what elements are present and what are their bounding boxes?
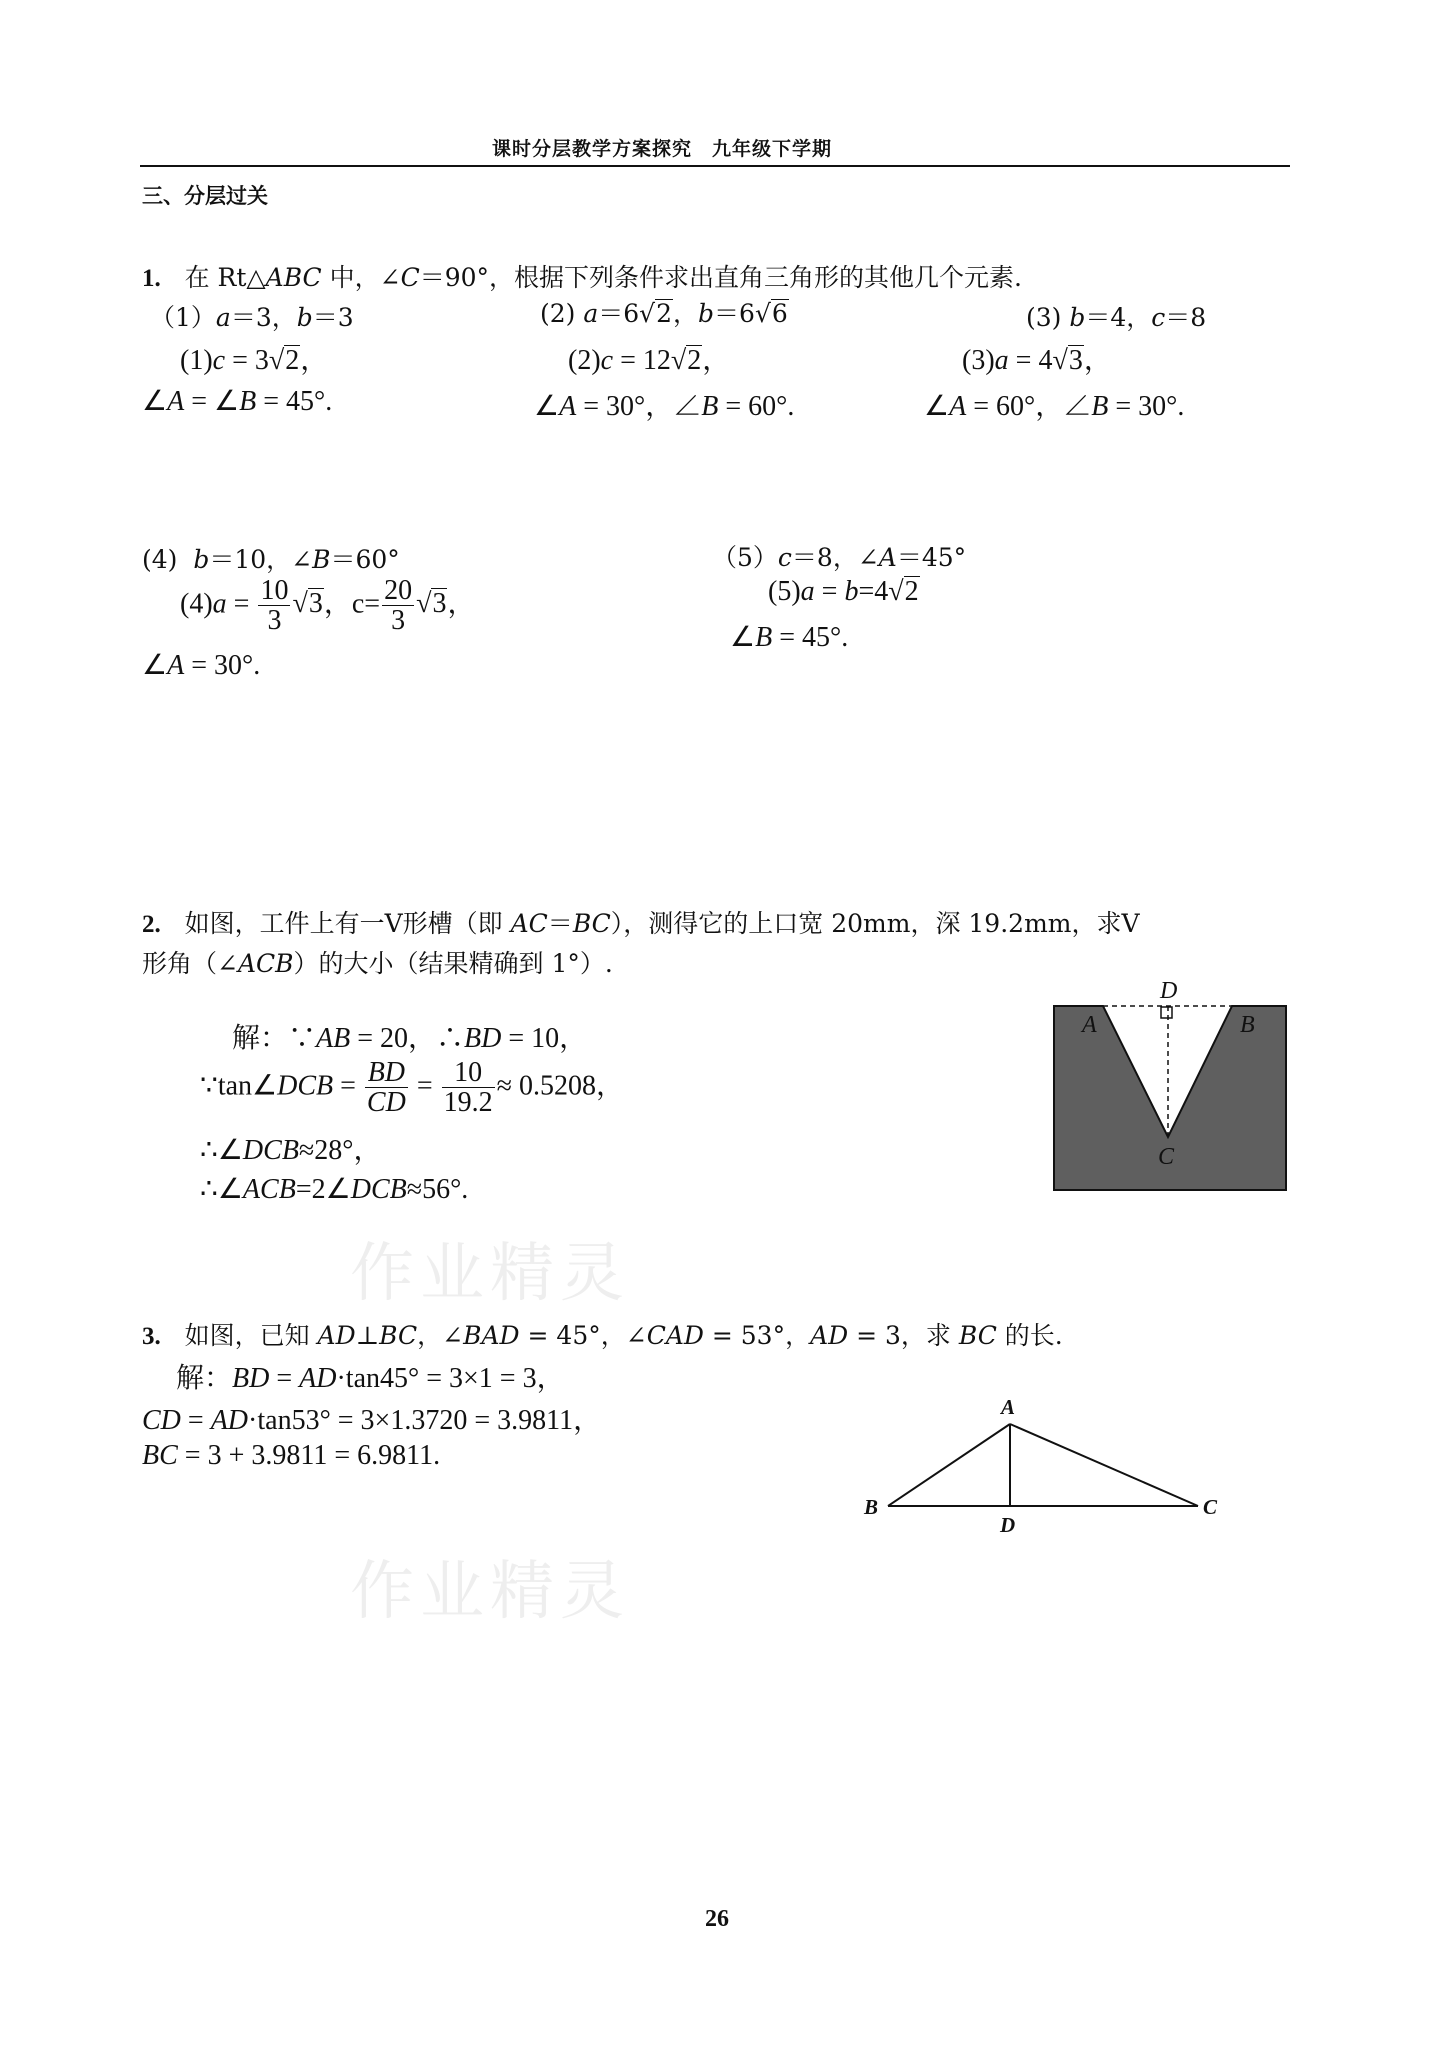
q1-p3-answer-1: (3)a = 4√3， [962, 345, 1112, 376]
segment-ac [1010, 1424, 1198, 1506]
q1-p5-cond: （5）c＝8，∠A＝45° [712, 543, 967, 572]
q2-stem-line-1: 2. 如图，工件上有一V形槽（即 AC＝BC），测得它的上口宽 20mm，深 19.2mm，求V [142, 909, 1140, 938]
q1-p2-answer-2: ∠A = 30°，∠B = 60°. [534, 391, 795, 422]
label-c: C [1203, 1495, 1218, 1519]
q1-stem: 1. 在 Rt△ABC 中，∠C＝90°，根据下列条件求出直角三角形的其他几个元素. [142, 263, 1022, 292]
section-title: 三、分层过关 [142, 184, 268, 208]
watermark-1: 作业精灵 [350, 1237, 630, 1311]
watermark-2: 作业精灵 [350, 1555, 630, 1629]
page-number: 26 [705, 1906, 729, 1932]
q2-solution-4: ∴∠ACB=2∠DCB≈56°. [200, 1174, 469, 1205]
label-b: B [864, 1495, 879, 1519]
header-title: 课时分层教学方案探究 九年级下学期 [492, 138, 833, 160]
q1-p3-answer-2: ∠A = 60°，∠B = 30°. [924, 391, 1185, 422]
segment-ab [888, 1424, 1010, 1506]
header-rule [140, 165, 1290, 167]
q1-p2-answer-1: (2)c = 12√2， [568, 345, 731, 376]
q1-p4-cond: (4) b＝10，∠B＝60° [142, 545, 400, 574]
q1-p2-cond: (2) a＝6√2，b＝6√6 [540, 299, 788, 328]
v-groove-figure [1040, 972, 1290, 1202]
triangle-figure [858, 1386, 1238, 1536]
label-a: A [1082, 1012, 1097, 1038]
q1-p1-answer-1: (1)c = 3√2， [180, 345, 329, 376]
q2-solution-3: ∴∠DCB≈28°， [200, 1135, 382, 1166]
label-a: A [1001, 1395, 1016, 1419]
q3-solution-2: CD = AD·tan53° = 3×1.3720 = 3.9811， [142, 1405, 602, 1436]
q1-number: 1. [142, 265, 161, 292]
q2-stem-line-2: 形角（∠ACB）的大小（结果精确到 1°）. [142, 949, 613, 978]
label-b: B [1240, 1012, 1255, 1038]
label-d: D [1160, 978, 1178, 1004]
q1-p1-cond: （1）a＝3，b＝3 [150, 303, 354, 332]
q1-p5-answer-2: ∠B = 45°. [730, 622, 849, 653]
q1-p3-cond: (3) b＝4，c＝8 [1026, 303, 1207, 332]
q1-p4-answer-1: (4)a = $\frac{10}{3}$ √3，c= $\frac{20}{3}$ √3， [180, 575, 476, 637]
q3-solution-1: 解：BD = AD·tan45° = 3×1 = 3， [176, 1363, 565, 1394]
q1-p4-answer-2: ∠A = 30°. [142, 650, 261, 681]
q2-solution-1: 解：∵AB = 20，∴BD = 10， [232, 1023, 588, 1054]
q2-number: 2. [142, 911, 161, 938]
q2-solution-2: ∵tan∠DCB = $\frac{BD}{CD}$ = $\frac{10}{19.2}$ ≈ 0.5208， [200, 1057, 624, 1119]
right-angle-mark [1161, 1007, 1172, 1018]
label-d: D [1000, 1513, 1016, 1536]
q3-number: 3. [142, 1323, 161, 1350]
q3-solution-3: BC = 3 + 3.9811 = 6.9811. [142, 1440, 441, 1471]
q1-p1-answer-2: ∠A = ∠B = 45°. [142, 386, 333, 417]
label-c: C [1158, 1144, 1175, 1170]
q3-stem: 3. 如图，已知 AD⊥BC，∠BAD = 45°，∠CAD = 53°，AD = 3，求 BC 的长. [142, 1321, 1063, 1350]
q1-p5-answer-1: (5)a = b=4√2 [768, 576, 919, 607]
